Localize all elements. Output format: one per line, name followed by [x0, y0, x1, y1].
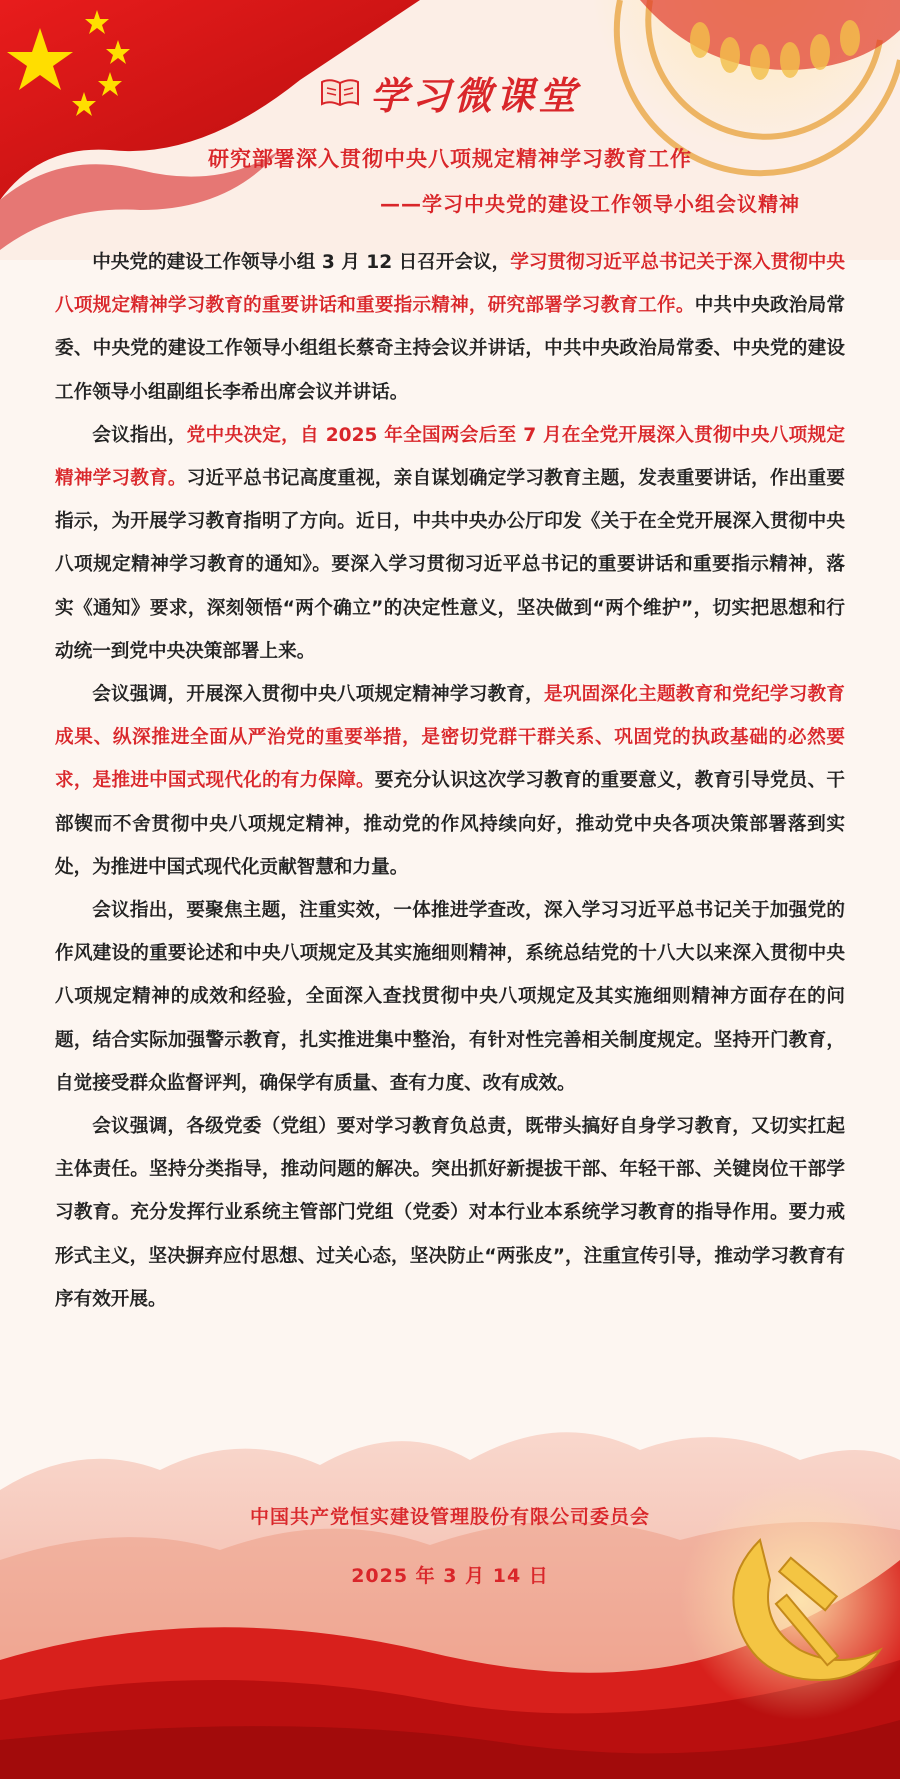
paragraph-1 [55, 241, 845, 414]
paragraph-3-intro: 会议强调，开展深入贯彻中央八项规定精神学习教育， [92, 684, 544, 706]
paragraph-3-highlight: 是巩固深化主题教育和党纪学习教育成果、纵深推进全面从严治党的重要举措，是密切党群干群关系、巩固党的执政基础的必然要求，是推进中国式现代化的有力保障。 [55, 684, 845, 792]
paragraph-2 [55, 414, 845, 673]
paragraph-5: 会议强调，各级党委（党组）要对学习教育负总责，既带头搞好自身学习教育，又切实扛起主体责任。坚持分类指导，推动问题的解决。突出抓好新提拔干部、年轻干部、关键岗位干部学习教育。充分发挥行业系统主管部门党组（党委）对本行业本系统学习教育的指导作用。要力戒形式主义，坚决摒弃应付思想、过关心态，坚决防止“两张皮”，注重宣传引导，推动学习教育有序有效开展。 [55, 1116, 845, 1310]
page-subtitle: ——学习中央党的建设工作领导小组会议精神 [380, 192, 800, 216]
paragraph-3 [55, 673, 845, 889]
paragraph-2-tail: 习近平总书记高度重视，亲自谋划确定学习教育主题，发表重要讲话，作出重要指示，为开展学习教育指明了方向。近日，中共中央办公厅印发《关于在全党开展深入贯彻中央八项规定精神学习教育的通知》。要深入学习贯彻习近平总书记的重要讲话和重要指示精神，落实《通知》要求，深刻领悟“两个确立”的决定性意义，坚决做到“两个维护”，切实把思想和行动统一到党中央决策部署上来。 [55, 468, 845, 662]
article-body [55, 241, 845, 1321]
paragraph-1-intro: 中央党的建设工作领导小组 3 月 12 日召开会议， [92, 252, 511, 273]
logo-text: 学习微课堂 [369, 72, 580, 118]
signature-organization: 中国共产党恒实建设管理股份有限公司委员会 [249, 1506, 650, 1528]
book-icon [320, 78, 360, 106]
signature-date: 2025 年 3 月 14 日 [351, 1565, 549, 1587]
page-title: 研究部署深入贯彻中央八项规定精神学习教育工作 [208, 147, 692, 171]
paragraph-3-tail: 要充分认识这次学习教育的重要意义，教育引导党员、干部锲而不舍贯彻中央八项规定精神，推动党的作风持续向好，推动党中央各项决策部署落到实处，为推进中国式现代化贡献智慧和力量。 [55, 770, 845, 878]
paragraph-4: 会议指出，要聚焦主题，注重实效，一体推进学查改，深入学习习近平总书记关于加强党的作风建设的重要论述和中央八项规定及其实施细则精神，系统总结党的十八大以来深入贯彻中央八项规定精神的成效和经验，全面深入查找贯彻中央八项规定及其实施细则精神方面存在的问题，结合实际加强警示教育，扎实推进集中整治，有针对性完善相关制度规定。坚持开门教育，自觉接受群众监督评判，确保学有质量、查有力度、改有成效。 [55, 900, 845, 1094]
header-logo [0, 68, 900, 116]
paragraph-2-highlight: 党中央决定，自 2025 年全国两会后至 7 月在全党开展深入贯彻中央八项规定精神学习教育。 [55, 424, 845, 490]
paragraph-2-intro: 会议指出， [92, 424, 187, 446]
paragraph-1-highlight: 学习贯彻习近平总书记关于深入贯彻中央八项规定精神学习教育的重要讲话和重要指示精神，研究部署学习教育工作。 [55, 252, 845, 317]
paragraph-1-tail: 中共中央政治局常委、中央党的建设工作领导小组组长蔡奇主持会议并讲话，中共中央政治局常委、中央党的建设工作领导小组副组长李希出席会议并讲话。 [55, 295, 845, 403]
